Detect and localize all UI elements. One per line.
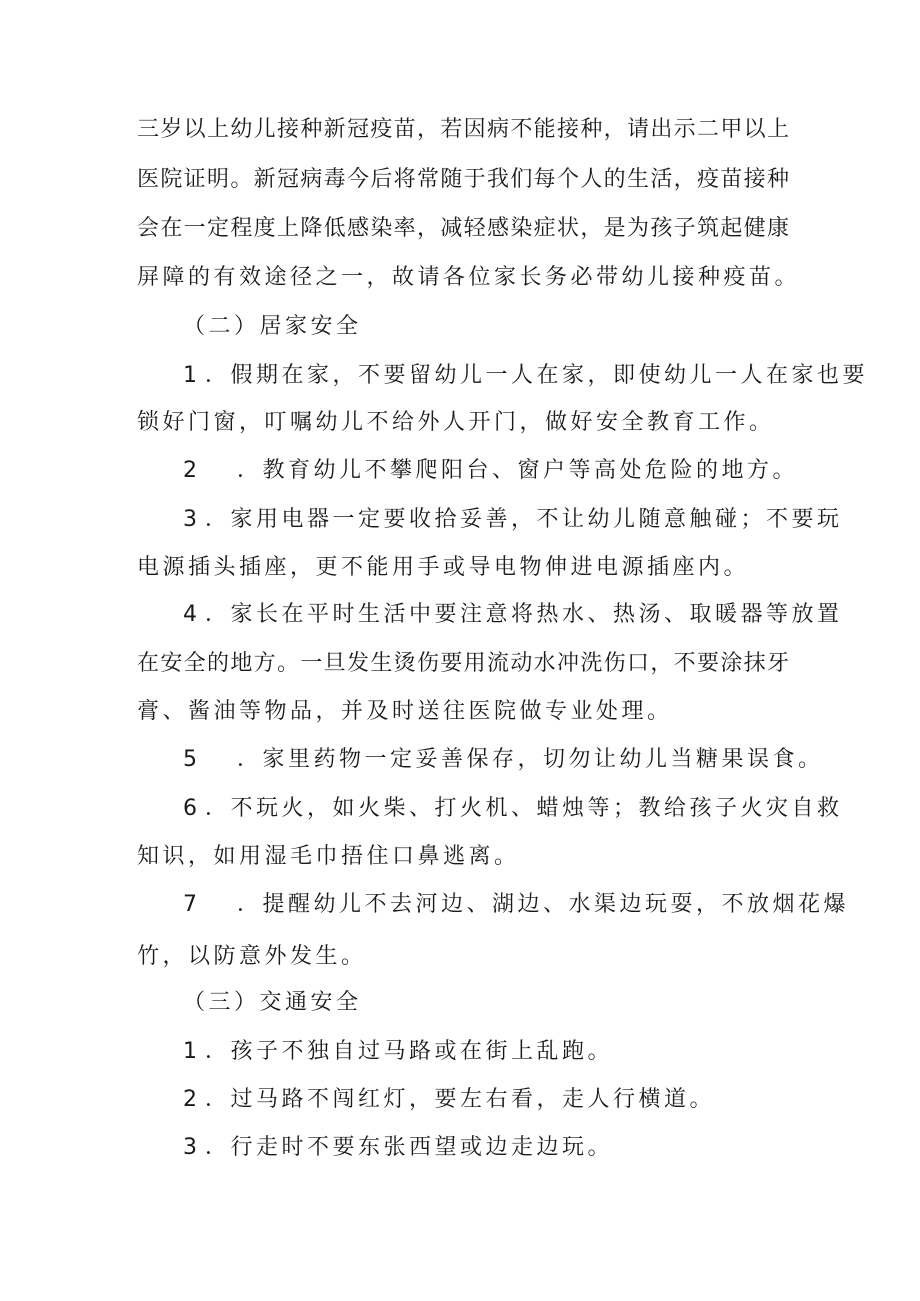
list-item-continuation: 锁好门窗，叮嘱幼儿不给外人开门，做好安全教育工作。 <box>137 410 775 435</box>
list-item <box>183 1085 715 1115</box>
item-number: 5 <box>183 747 197 772</box>
list-item-continuation: 知识，如用湿毛巾捂住口鼻逃离。 <box>137 844 520 869</box>
item-text: ．提醒幼儿不去河边、湖边、水渠边玩耍，不放烟花爆 <box>237 892 850 917</box>
item-text: ．假期在家，不要留幼儿一人在家，即使幼儿一人在家也要 <box>205 363 869 388</box>
intro-line: 屏障的有效途径之一，故请各位家长务必带幼儿接种疫苗。 <box>137 265 801 290</box>
item-number: 2 <box>183 1087 197 1112</box>
list-item <box>183 456 798 486</box>
item-number: 1 <box>183 1039 197 1064</box>
item-number: 3 <box>183 507 197 532</box>
item-number: 7 <box>183 892 197 917</box>
item-text: ．不玩火，如火柴、打火机、蜡烛等；教给孩子火灾自救 <box>205 796 843 821</box>
item-number: 2 <box>183 458 197 483</box>
list-item <box>183 600 843 630</box>
list-item <box>183 1133 613 1163</box>
item-text: ．教育幼儿不攀爬阳台、窗户等高处危险的地方。 <box>237 458 799 483</box>
intro-line: 三岁以上幼儿接种新冠疫苗，若因病不能接种，请出示二甲以上 <box>137 117 789 142</box>
item-text: ．家里药物一定妥善保存，切勿让幼儿当糖果误食。 <box>237 747 824 772</box>
list-item-continuation: 膏、酱油等物品，并及时送往医院做专业处理。 <box>137 699 673 724</box>
item-text: ．过马路不闯红灯，要左右看，走人行横道。 <box>205 1087 716 1112</box>
intro-line: 会在一定程度上降低感染率，减轻感染症状，是为孩子筑起健康 <box>137 216 789 241</box>
list-item-continuation: 竹，以防意外发生。 <box>137 944 367 969</box>
item-text: ．家用电器一定要收拾妥善，不让幼儿随意触碰；不要玩 <box>205 507 843 532</box>
item-text: ．行走时不要东张西望或边走边玩。 <box>205 1135 614 1160</box>
section-heading: （二）居家安全 <box>183 314 362 339</box>
item-number: 1 <box>183 363 197 388</box>
intro-line: 医院证明。新冠病毒今后将常随于我们每个人的生活，疫苗接种 <box>137 167 789 192</box>
list-item <box>183 745 824 775</box>
list-item <box>183 1037 613 1067</box>
item-number: 6 <box>183 796 197 821</box>
item-number: 4 <box>183 602 197 627</box>
item-text: ．孩子不独自过马路或在街上乱跑。 <box>205 1039 614 1064</box>
item-text: ．家长在平时生活中要注意将热水、热汤、取暖器等放置 <box>205 602 843 627</box>
list-item <box>183 505 843 535</box>
list-item <box>183 361 868 391</box>
list-item <box>183 890 849 920</box>
section-heading: （三）交通安全 <box>183 990 362 1015</box>
list-item-continuation: 电源插头插座，更不能用手或导电物伸进电源插座内。 <box>137 555 750 580</box>
list-item <box>183 794 843 824</box>
item-number: 3 <box>183 1135 197 1160</box>
list-item-continuation: 在安全的地方。一旦发生烫伤要用流动水冲洗伤口，不要涂抹牙 <box>137 651 789 676</box>
